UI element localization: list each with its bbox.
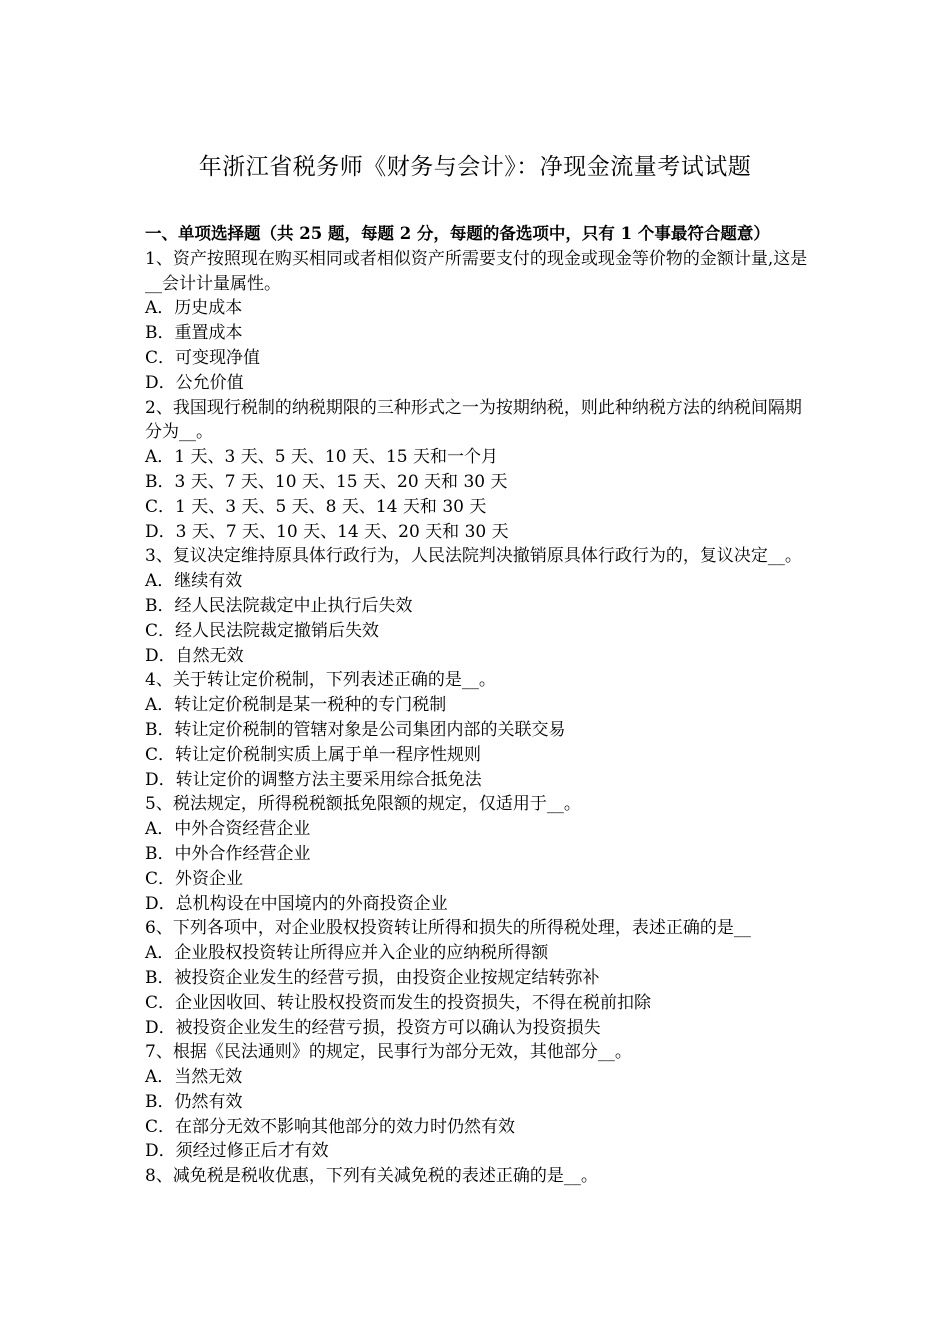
option-c: C．1 天、3 天、5 天、8 天、14 天和 30 天 xyxy=(145,496,487,517)
question-stem: 4、关于转让定价税制，下列表述正确的是__。 xyxy=(145,670,496,691)
option-d: D．须经过修正后才有效 xyxy=(145,1141,329,1162)
option-b: B．重置成本 xyxy=(145,323,243,344)
option-b: B．3 天、7 天、10 天、15 天、20 天和 30 天 xyxy=(145,471,508,492)
question-1 xyxy=(145,247,815,396)
option-b: B．转让定价税制的管辖对象是公司集团内部的关联交易 xyxy=(145,719,566,740)
document-body xyxy=(145,222,815,1189)
option-b: B．经人民法院裁定中止执行后失效 xyxy=(145,595,413,616)
question-4 xyxy=(145,668,815,792)
option-a: A．历史成本 xyxy=(145,298,243,319)
option-b: B．被投资企业发生的经营亏损，由投资企业按规定结转弥补 xyxy=(145,967,600,988)
option-c: C．在部分无效不影响其他部分的效力时仍然有效 xyxy=(145,1116,516,1137)
question-5 xyxy=(145,792,815,916)
question-3 xyxy=(145,544,815,668)
document-title: 年浙江省税务师《财务与会计》：净现金流量考试试题 xyxy=(198,154,752,180)
option-c: C．外资企业 xyxy=(145,868,244,889)
option-a: A．转让定价税制是某一税种的专门税制 xyxy=(145,695,447,716)
question-2 xyxy=(145,396,815,545)
option-d: D．3 天、7 天、10 天、14 天、20 天和 30 天 xyxy=(145,521,509,542)
option-b: B．中外合作经营企业 xyxy=(145,843,311,864)
option-c: C．转让定价税制实质上属于单一程序性规则 xyxy=(145,744,482,765)
option-c: C．可变现净值 xyxy=(145,347,261,368)
section-heading: 一、单项选择题（共 25 题，每题 2 分，每题的备选项中，只有 1 个事最符合题意） xyxy=(145,224,770,243)
option-c: C．经人民法院裁定撤销后失效 xyxy=(145,620,380,641)
question-stem: 5、税法规定，所得税税额抵免限额的规定，仅适用于__。 xyxy=(145,794,581,815)
option-a: A．当然无效 xyxy=(145,1067,243,1088)
question-stem: 6、下列各项中，对企业股权投资转让所得和损失的所得税处理，表述正确的是__ xyxy=(145,918,751,939)
question-stem: 7、根据《民法通则》的规定，民事行为部分无效，其他部分__。 xyxy=(145,1042,632,1063)
question-stem: 3、复议决定维持原具体行政行为，人民法院判决撤销原具体行政行为的，复议决定__。 xyxy=(145,546,802,567)
question-stem: 1、资产按照现在购买相同或者相似资产所需要支付的现金或现金等价物的金额计量,这是__会计计量属性。 xyxy=(145,248,808,294)
option-a: A．1 天、3 天、5 天、10 天、15 天和一个月 xyxy=(145,447,499,468)
question-7 xyxy=(145,1040,815,1164)
option-d: D．总机构设在中国境内的外商投资企业 xyxy=(145,893,448,914)
option-b: B．仍然有效 xyxy=(145,1091,243,1112)
option-a: A．中外合资经营企业 xyxy=(145,819,311,840)
option-d: D．被投资企业发生的经营亏损，投资方可以确认为投资损失 xyxy=(145,1017,601,1038)
question-stem: 8、减免税是税收优惠，下列有关减免税的表述正确的是__。 xyxy=(145,1166,598,1187)
option-a: A．继续有效 xyxy=(145,571,243,592)
option-d: D．转让定价的调整方法主要采用综合抵免法 xyxy=(145,769,482,790)
option-a: A．企业股权投资转让所得应并入企业的应纳税所得额 xyxy=(145,943,549,964)
option-d: D．公允价值 xyxy=(145,372,244,393)
question-stem: 2、我国现行税制的纳税期限的三种形式之一为按期纳税，则此种纳税方法的纳税间隔期分为__。 xyxy=(145,397,802,443)
question-8 xyxy=(145,1164,815,1189)
option-d: D．自然无效 xyxy=(145,645,244,666)
option-c: C．企业因收回、转让股权投资而发生的投资损失，不得在税前扣除 xyxy=(145,992,652,1013)
question-6 xyxy=(145,916,815,1040)
